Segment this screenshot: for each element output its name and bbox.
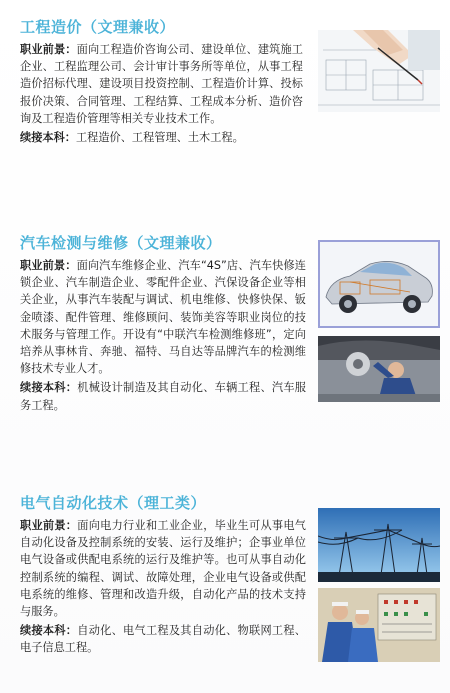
further-study-paragraph bbox=[20, 379, 306, 413]
section-engineering-cost bbox=[20, 16, 303, 148]
career-paragraph bbox=[20, 257, 306, 377]
further-study-text: 工程造价、工程管理、土木工程。 bbox=[75, 131, 244, 145]
career-label: 职业前景： bbox=[20, 259, 77, 272]
section-title: 汽车检测与维修（文理兼收） bbox=[20, 234, 222, 252]
further-study-text: 机械设计制造及其自动化、车辆工程、汽车服务工程。 bbox=[20, 381, 306, 412]
section-title: 工程造价（文理兼收） bbox=[20, 18, 176, 36]
car-cutaway-photo bbox=[318, 240, 440, 328]
further-study-label: 续接本科： bbox=[20, 381, 78, 395]
career-label: 职业前景： bbox=[20, 519, 78, 532]
blueprint-drafting-photo bbox=[318, 30, 440, 112]
control-room-photo bbox=[318, 588, 440, 662]
career-text: 面向电力行业和工业企业，毕业生可从事电气自动化设备及控制系统的安装、运行及维护；企事业单位电气设备或供配电系统的运行及维护等。也可从事自动化控制系统的编程、调试、故障处理，企业电气设备或供配电系统的维修、管理和改造升级，自动化产品的技术支持与服务。 bbox=[20, 519, 306, 619]
power-substation-photo bbox=[318, 508, 440, 582]
further-study-paragraph bbox=[20, 129, 303, 146]
career-text: 面向汽车维修企业、汽车“4S”店、汽车快修连锁企业、汽车制造企业、零配件企业、汽保设备企业等相关企业，从事汽车装配与调试、机电维修、快修快保、钣金喷漆、配件管理、维修顾问、装饰美容等职业岗位的技术服务与管理工作。开设有“中联汽车检测维修班”，定向培养从事林肯、奔驰、福特、马自达等品牌汽车的检测维修技术专业人才。 bbox=[20, 259, 306, 376]
career-paragraph bbox=[20, 517, 306, 620]
career-label: 职业前景： bbox=[20, 43, 77, 56]
further-study-label: 续接本科： bbox=[20, 624, 78, 638]
mechanic-repair-photo bbox=[318, 336, 440, 402]
section-electrical-automation bbox=[20, 492, 306, 659]
career-paragraph bbox=[20, 41, 303, 127]
section-title: 电气自动化技术（理工类） bbox=[20, 494, 207, 512]
further-study-paragraph bbox=[20, 622, 306, 656]
section-body bbox=[20, 517, 306, 657]
section-automotive bbox=[20, 232, 306, 416]
career-text: 面向工程造价咨询公司、建设单位、建筑施工企业、工程监理公司、会计审计事务所等单位，从事工程造价招标代理、建设项目投资控制、工程造价计算、投标报价决策、合同管理、工程结算、工程成本分析、造价咨询及工程造价管理等相关专业技术工作。 bbox=[20, 43, 303, 125]
further-study-label: 续接本科： bbox=[20, 131, 76, 145]
section-body bbox=[20, 41, 303, 146]
section-body bbox=[20, 257, 306, 414]
further-study-text: 自动化、电气工程及其自动化、物联网工程、电子信息工程。 bbox=[20, 624, 306, 655]
